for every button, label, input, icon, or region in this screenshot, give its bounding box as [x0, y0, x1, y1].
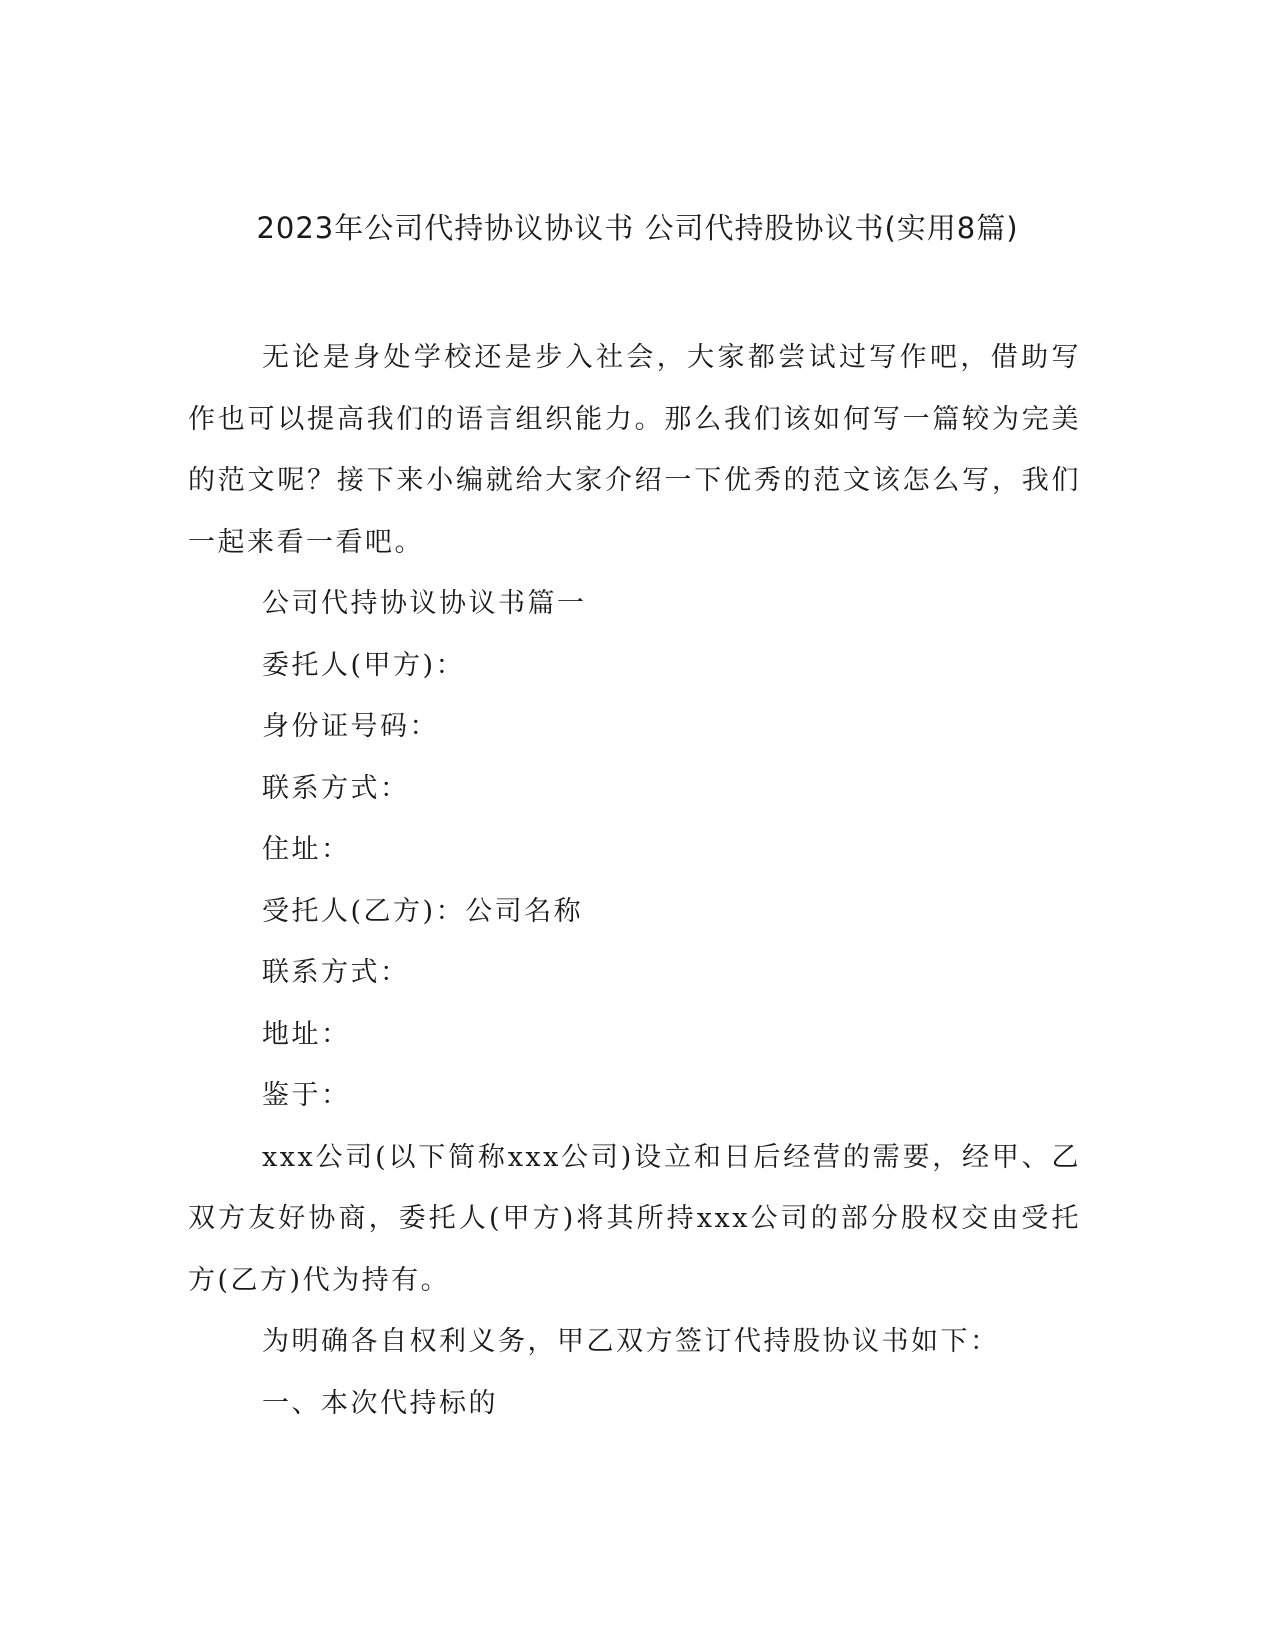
- client-party-label: 委托人(甲方)：: [262, 649, 466, 681]
- intro-paragraph: 无论是身处学校还是步入社会，大家都尝试过写作吧，借助写作也可以提高我们的语言组织能力。那么我们该如何写一篇较为完美的范文呢？接下来小编就给大家介绍一下优秀的范文该怎么写，我们一起来看一看吧。: [188, 342, 1081, 558]
- address-label: 地址：: [262, 1018, 351, 1050]
- trustee-contact-label: 联系方式：: [262, 957, 410, 988]
- client-contact-label: 联系方式：: [262, 772, 410, 804]
- document-body: [188, 327, 1081, 1434]
- clause-heading: 一、本次代持标的: [262, 1387, 498, 1419]
- id-number-label: 身份证号码：: [262, 711, 439, 742]
- trustee-party-label: 受托人(乙方)：公司名称: [262, 895, 584, 927]
- whereas-label: 鉴于：: [262, 1080, 351, 1111]
- agreement-intro-paragraph: 为明确各自权利义务，甲乙双方签订代持股协议书如下：: [262, 1326, 1000, 1357]
- residence-label: 住址：: [262, 834, 351, 865]
- section-heading: 公司代持协议协议书篇一: [262, 588, 587, 619]
- document-title: 2023年公司代持协议协议书 公司代持股协议书(实用8篇): [256, 211, 1019, 245]
- whereas-paragraph: xxx公司(以下简称xxx公司)设立和日后经营的需要，经甲、乙双方友好协商，委托人(甲方)将其所持xxx公司的部分股权交由受托方(乙方)代为持有。: [188, 1141, 1081, 1296]
